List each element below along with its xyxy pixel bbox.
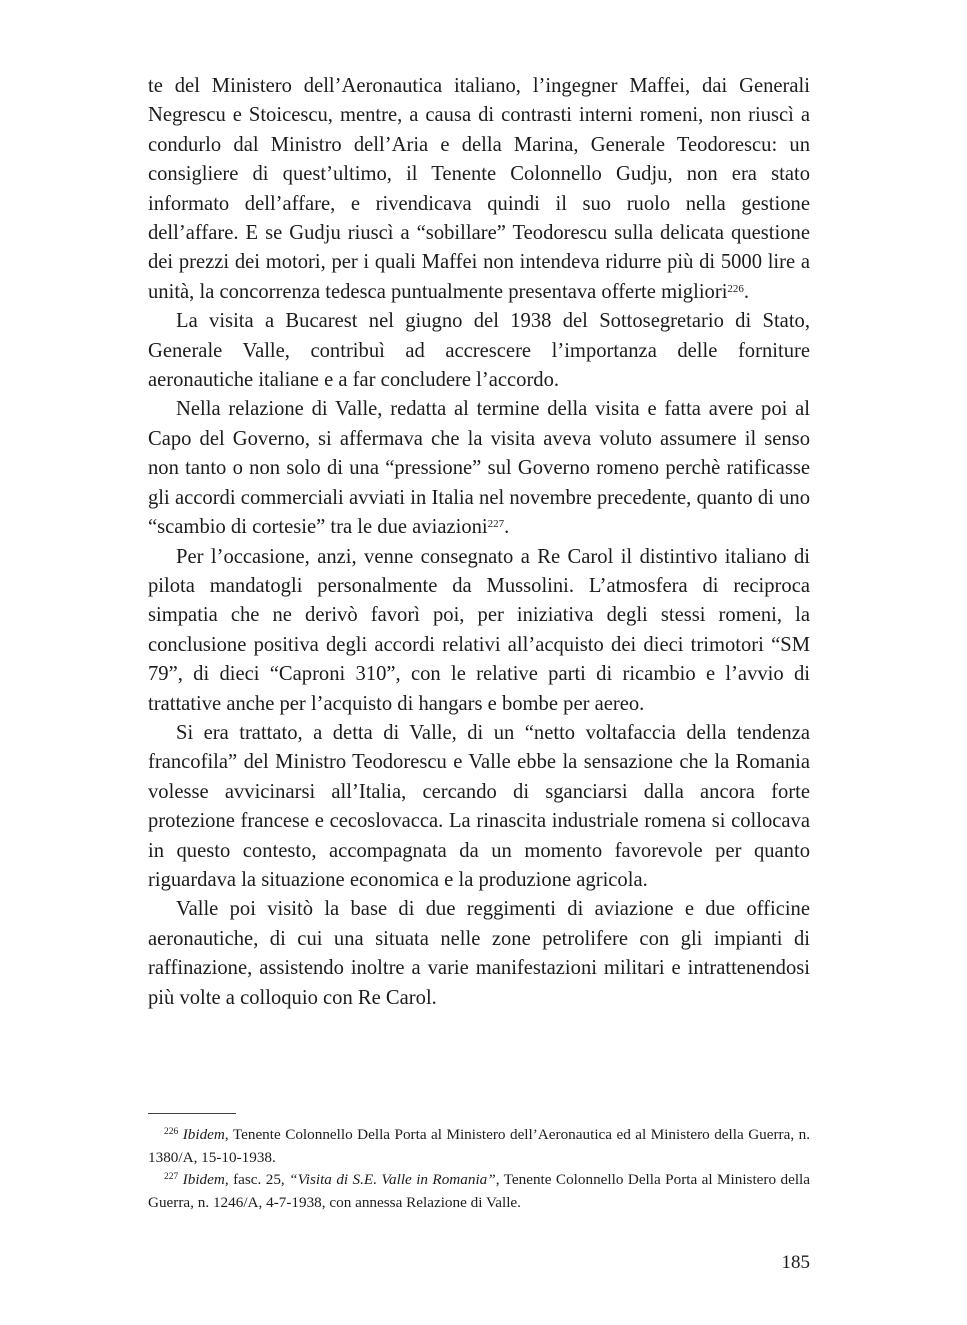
paragraph: Valle poi visitò la base di due reggimenti di aviazione e due officine aeronautiche, di cui una situata nelle zone petrolifere con gli impianti di raffinazione, assistendo inoltre a varie manifestazioni militari e intrattenendosi più volte a colloquio con Re Carol. (148, 898, 810, 1009)
footnote-ref[interactable]: 227 (487, 518, 505, 531)
footnote-divider (148, 1113, 236, 1114)
footnote-ref[interactable]: 226 (727, 282, 744, 295)
footnote-number: 227 (164, 1172, 179, 1182)
paragraph: Per l’occasione, anzi, venne consegnato a Re Carol il distintivo italiano di pilota mandatogli personalmente da Mussolini. L’atmosfera di reciproca simpatia che ne derivò favorì poi, per iniziativa degli stessi romeni, la conclusione positiva degli accordi relativi all’acquisto dei dieci trimotori “SM 79”, di dieci “Caproni 310”, con le relative parti di ricambio e l’avvio di trattative anche per l’acquisto di hangars e bombe per aereo. (148, 545, 810, 715)
paragraph: Si era trattato, a detta di Valle, di un “netto voltafaccia della tendenza francofila” del Ministro Teodorescu e Valle ebbe la sensazione che la Romania volesse avvicinarsi all’Italia, cercando di sganciarsi dalla ancora forte protezione francese e cecoslovacca. La rinascita industriale romena si collocava in questo contesto, accompagnata da un momento favorevole per quanto riguardava la situazione economica e la produzione agricola. (148, 721, 810, 891)
footnote (148, 1124, 810, 1169)
paragraph: Nella relazione di Valle, redatta al termine della visita e fatta avere poi al Capo del Governo, si affermava che la visita aveva voluto assumere il senso non tanto o non solo di una “pressione” sul Governo romeno perchè ratificasse gli accordi commerciali avviati in Italia nel novembre precedente, quanto di uno “scambio di cortesie” tra le due aviazioni$^{227}$. (148, 398, 810, 539)
footnote: $^{227}$ Ibidem, fasc. 25, “Visita di S.E. Valle in Romania”, Tenente Colonnello Della Porta al Ministero della Guerra, n. 1246/A, 4-7-1938, con annessa Relazione di Valle. (148, 1171, 810, 1211)
page-number: 185 (781, 1252, 810, 1273)
main-text (148, 72, 810, 1013)
footnote-source: Ibidem (182, 1126, 225, 1143)
footnote-number: 226 (164, 1127, 179, 1137)
footnote-source: Ibidem (182, 1171, 225, 1188)
footnote-text: , Tenente Colonnello Della Porta al Ministero della Guerra, n. 1246/A, 4-7-1938, con annessa Relazione di Valle. (148, 1171, 810, 1211)
footnote-title: “Visita di S.E. Valle in Romania” (289, 1171, 496, 1188)
footnotes (148, 1124, 810, 1214)
paragraph: La visita a Bucarest nel giugno del 1938 del Sottosegretario di Stato, Generale Valle, contribuì ad accrescere l’importanza delle forniture aeronautiche italiane e a far concludere l’accordo. (148, 310, 810, 392)
footnote-text: , Tenente Colonnello Della Porta al Ministero dell’Aeronautica ed al Ministero della Guerra, n. 1380/A, 15-10-1938. (148, 1126, 811, 1166)
paragraph: te del Ministero dell’Aeronautica italiano, l’ingegner Maffei, dai Generali Negrescu e Stoicescu, mentre, a causa di contrasti interni romeni, non riuscì a condurlo dal Ministro dell’Aria e della Marina, Generale Teodorescu: un consigliere di quest’ultimo, il Tenente Colonnello Gudju, non era stato informato dell’affare, e rivendicava quindi il suo ruolo nella gestione dell’affare. E se Gudju riuscì a “sobillare” Teodorescu sulla delicata questione dei prezzi dei motori, per i quali Maffei non intendeva ridurre più di 5000 lire a unità, la concorrenza tedesca puntualmente presentava offerte migliori$^{226}$. (148, 75, 810, 303)
